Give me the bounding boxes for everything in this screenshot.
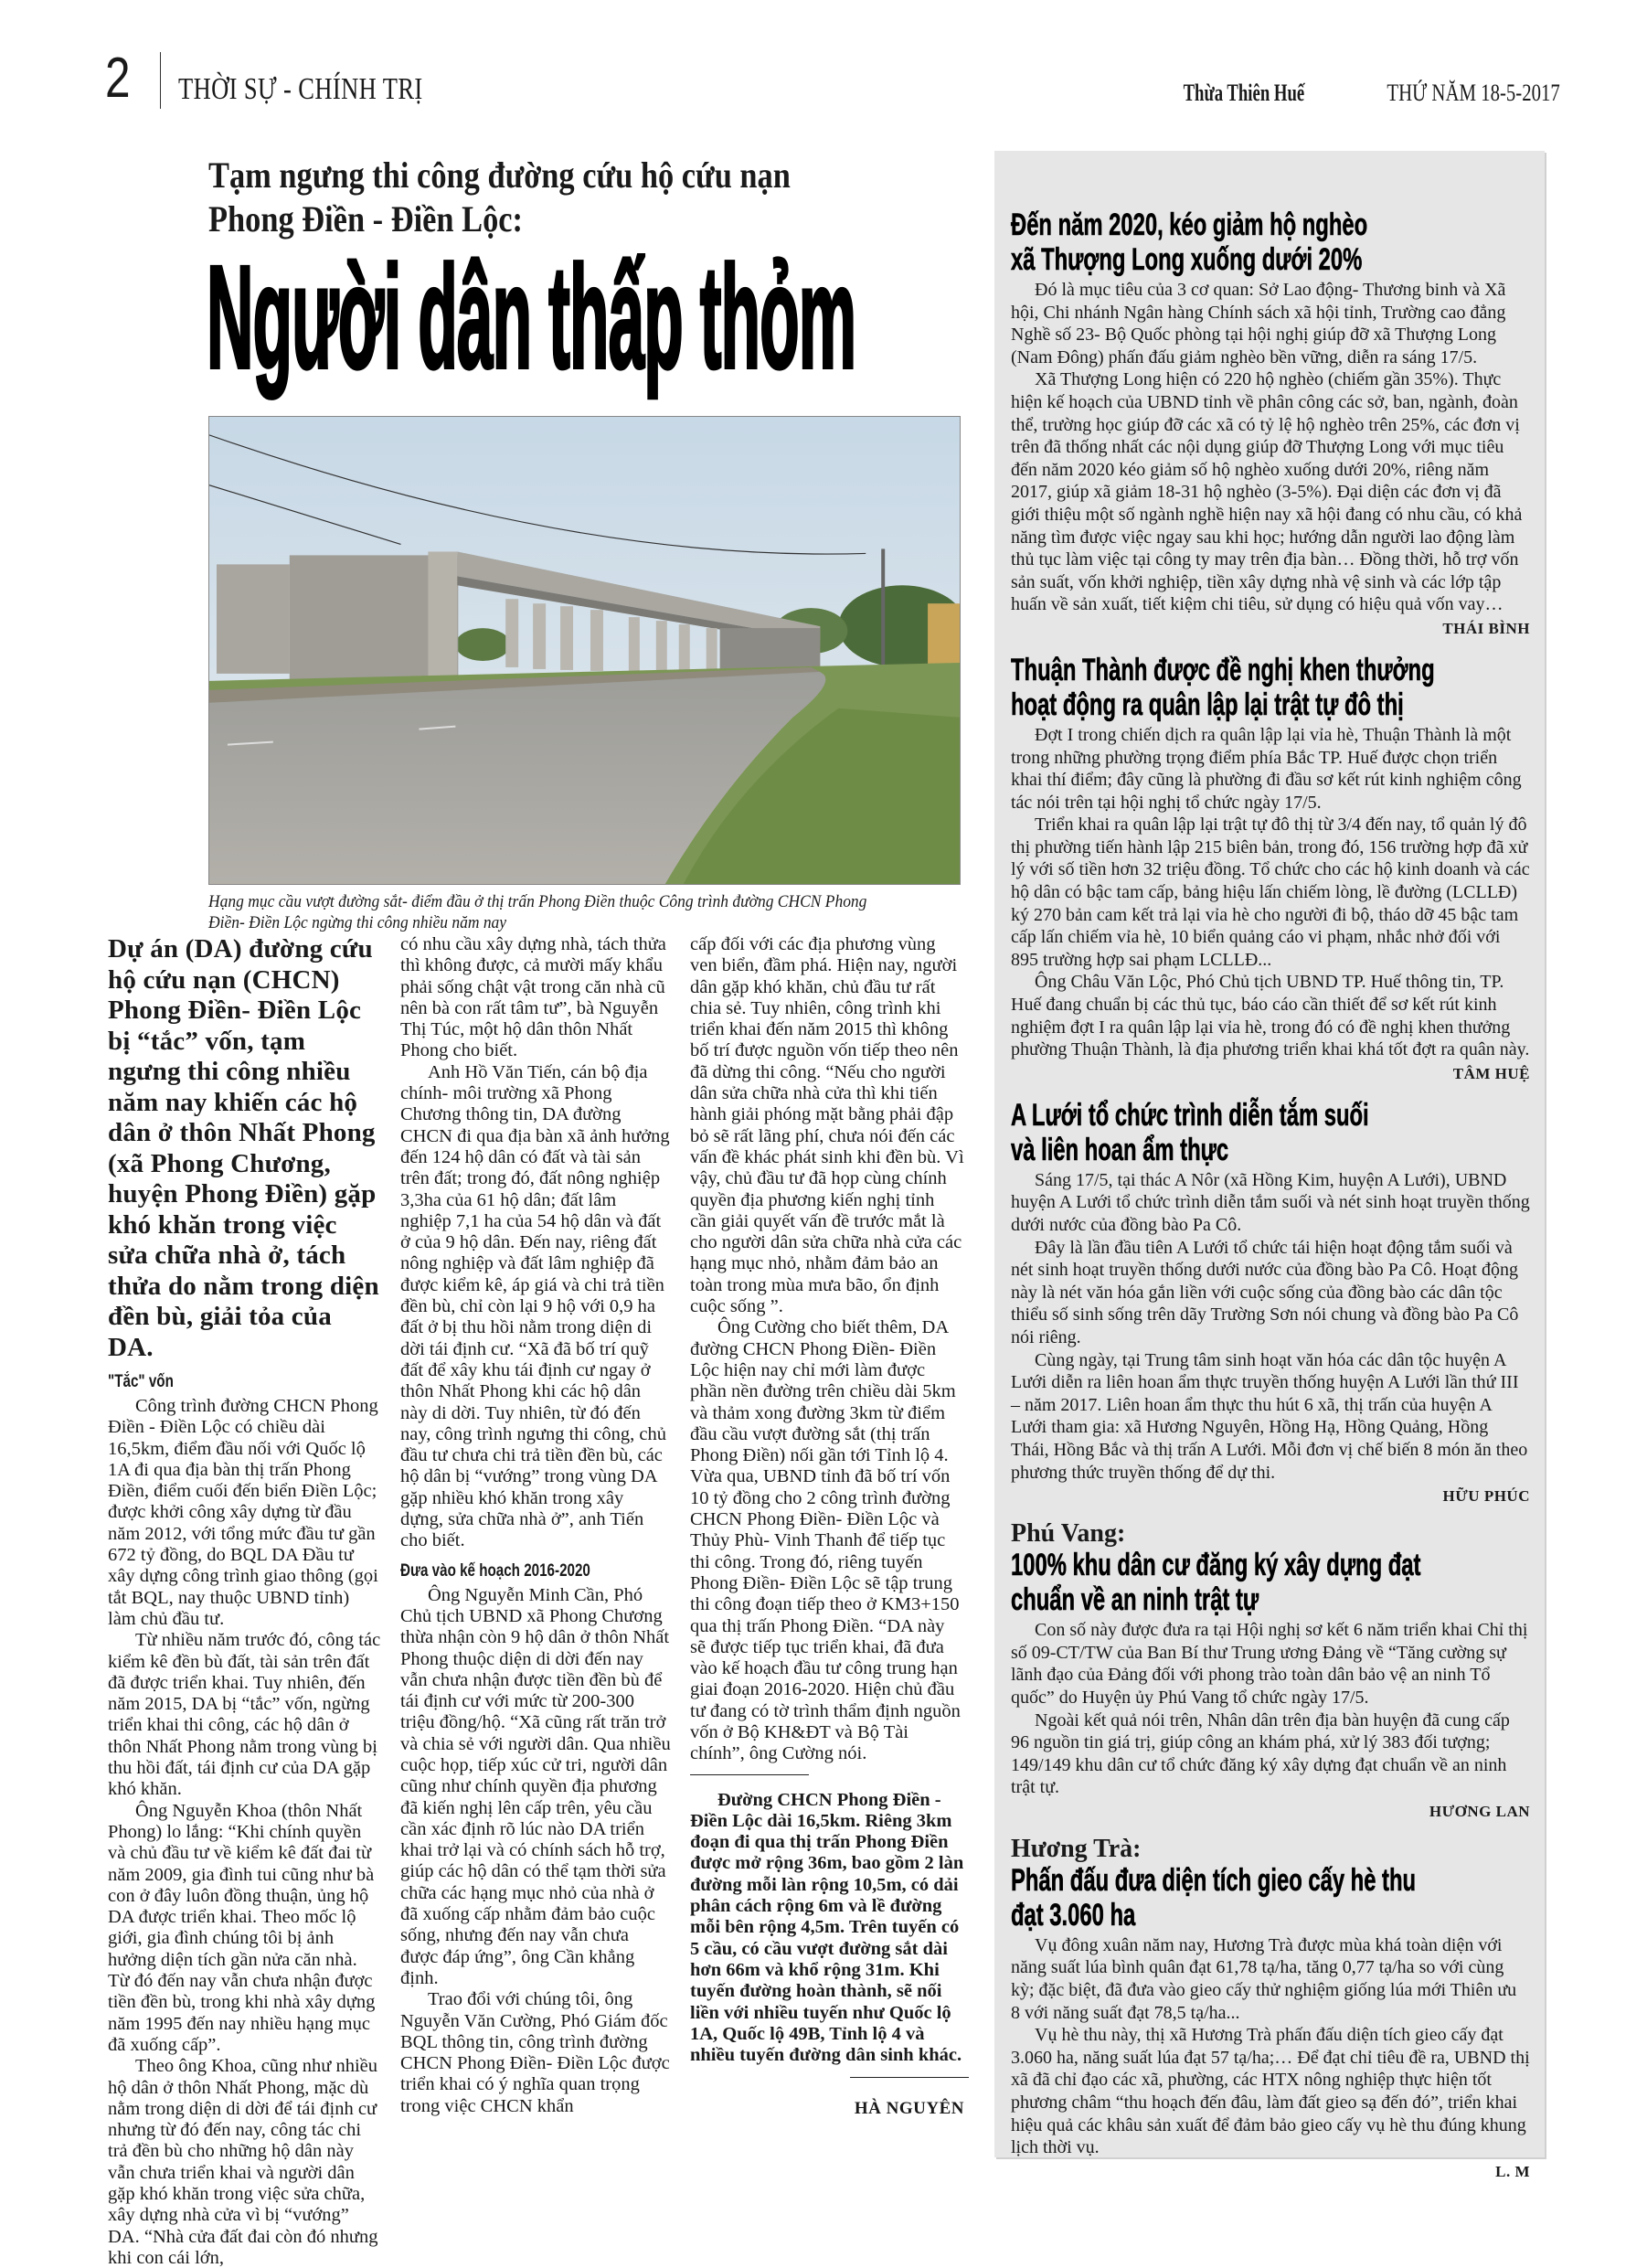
brief-title-line: 100% khu dân cư đăng ký xây dựng đạt <box>1011 1548 1421 1583</box>
brief-location: Phú Vang: <box>1011 1519 1126 1549</box>
article-byline: HÀ NGUYÊN <box>854 2099 964 2119</box>
article-paragraph: Anh Hồ Văn Tiến, cán bộ địa chính- môi trường xã Phong Chương thông tin, DA đường CHCN đi qua địa bàn xã ảnh hưởng đến 124 hộ dân có đất và tài sản trên đất; trong đó, đất nông nghiệp 3,3ha của 61 hộ dân; đất lâm nghiệp 7,1 ha của 54 hộ dân và đất ở của 9 hộ dân. Đến nay, riêng đất nông nghiệp và đất lâm nghiệp đã được kiểm kê, áp giá và chi trả tiền đền bù, chỉ còn lại 9 hộ với 0,9 ha đất ở bị thu hồi nằm trong diện di dời tái định cư. “Xã đã bố trí quỹ đất để xây khu tái định cư ngay ở thôn Nhất Phong khi các hộ dân này di dời. Tuy nhiên, từ đó đến nay, công trình ngưng thi công, chủ đầu tư chưa chi trả tiền đền bù, các hộ dân bị “vướng” trong vùng DA gặp nhiều khó khăn trong xây dựng, sửa chữa nhà ở”, anh Tiến cho biết. <box>400 1061 670 1551</box>
info-box: Đường CHCN Phong Điền - Điền Lộc dài 16,5km. Riêng 3km đoạn đi qua thị trấn Phong Điền được mở rộng 36m, bao gồm 2 làn đường mỗi làn rộng 10,5m, có dải phân cách rộng 6m và lề đường mỗi bên rộng 4,5m. Trên tuyến có 5 cầu, có cầu vượt đường sắt dài hơn 66m và khổ rộng 31m. Khi tuyến đường hoàn thành, sẽ nối liền với nhiều tuyến như Quốc lộ 1A, Quốc lộ 49B, Tỉnh lộ 4 và nhiều tuyến đường dân sinh khác. <box>690 1789 964 2066</box>
article-paragraph: Ông Nguyễn Minh Cần, Phó Chủ tịch UBND xã Phong Chương thừa nhận còn 9 hộ dân ở thôn Nhất Phong thuộc diện di dời đến nay vẫn chưa nhận được tiền đền bù để tái định cư với mức từ 200-300 triệu đồng/hộ. “Xã cũng rất trăn trở và chia sẻ với người dân. Qua nhiều cuộc họp, tiếp xúc cử tri, người dân cũng như chính quyền địa phương đã kiến nghị lên cấp trên, yêu cầu cần xác định rõ lúc nào DA triển khai trở lại và có chính sách hỗ trợ, giúp các hộ dân có thể tạm thời sửa chữa các hạng mục nhỏ của nhà ở đã xuống cấp nhằm đảm bảo cuộc sống, nhưng đến nay vẫn chưa được đáp ứng”, ông Cần khẳng định. <box>400 1584 671 1988</box>
header-divider <box>160 52 161 109</box>
brief-title <box>1011 208 1531 277</box>
page-number: 2 <box>105 47 131 110</box>
kicker-line: Tạm ngưng thi công đường cứu hộ cứu nạn <box>208 154 791 196</box>
photo-overpass-icon <box>209 417 960 884</box>
brief-byline: HỮU PHÚC <box>1442 1487 1530 1506</box>
brief-title-line: hoạt động ra quân lập lại trật tự đô thị <box>1011 687 1404 722</box>
brief-paragraph: Ông Châu Văn Lộc, Phó Chủ tịch UBND TP. Huế thông tin, TP. Huế đang chuẩn bị các thủ tục, báo cáo cần thiết để sơ kết rút kinh nghiệm đợt I ra quân lập lại vỉa hè, trong đó có đề nghị khen thưởng phường Thuận Thành, là địa phương triển khai khá tốt đợt ra quân này. <box>1011 972 1530 1060</box>
article-photo <box>208 416 961 885</box>
article-headline: Người dân thấp thỏm <box>207 235 856 399</box>
article-paragraph: Trao đổi với chúng tôi, ông Nguyễn Văn Cường, Phó Giám đốc BQL thông tin, công trình đường CHCN Phong Điền- Điền Lộc được triển khai có ý nghĩa quan trọng trong việc CHCN khẩn <box>400 1989 670 2116</box>
article-column-2 <box>400 934 671 2117</box>
brief-article <box>1011 1836 1530 2183</box>
article-paragraph: có nhu cầu xây dựng nhà, tách thửa thì không được, cả mười mấy khẩu phải sống chật vật trong căn nhà cũ nên bà con rất tâm tư”, bà Nguyễn Thị Túc, một hộ dân thôn Nhất Phong cho biết. <box>400 934 666 1061</box>
photo-caption: Hạng mục cầu vượt đường sắt- điểm đầu ở thị trấn Phong Điền thuộc Công trình đường CHCN Phong Điền- Điền Lộc ngừng thi công nhiều năm nay <box>208 892 867 932</box>
brief-paragraph: Con số này được đưa ra tại Hội nghị sơ kết 6 năm triển khai Chỉ thị số 09-CT/TW của Ban Bí thư Trung ương Đảng về “Tăng cường sự lãnh đạo của Đảng đối với phong trào toàn dân bảo vệ an ninh Tổ quốc” do Huyện ủy Phú Vang tổ chức ngày 17/5. <box>1011 1620 1528 1708</box>
article-kicker <box>208 154 868 241</box>
brief-title-line: xã Thượng Long xuống dưới 20% <box>1011 242 1363 277</box>
brief-byline: L. M <box>1495 2162 1530 2180</box>
brief-title-line: và liên hoan ẩm thực <box>1011 1132 1229 1167</box>
brief-title <box>1011 1098 1531 1167</box>
subhead: Đưa vào kế hoạch 2016-2020 <box>400 1560 590 1581</box>
newspaper-masthead: Thừa Thiên Huế <box>1183 80 1304 106</box>
issue-date: THỨ NĂM 18-5-2017 <box>1387 80 1560 106</box>
brief-title-line: Phấn đấu đưa diện tích gieo cấy hè thu <box>1011 1862 1417 1898</box>
brief-paragraph: Đó là mục tiêu của 3 cơ quan: Sở Lao động- Thương binh và Xã hội, Chi nhánh Ngân hàng Chính sách xã hội tỉnh, Trường cao đẳng Nghề số 23- Bộ Quốc phòng tại hội nghị giúp đỡ xã Thượng Long (Nam Đông) phấn đấu giảm nghèo bền vững, diễn ra sáng 17/5. <box>1011 280 1506 367</box>
brief-paragraph: Ngoài kết quả nói trên, Nhân dân trên địa bàn huyện đã cung cấp 96 nguồn tin giá trị, giúp công an khám phá, xử lý 383 đối tượng; 149/149 khu dân cư tổ chức đăng ký xây dựng đạt chuẩn về an ninh trật tự. <box>1011 1709 1510 1798</box>
brief-article <box>1011 1520 1530 1823</box>
brief-article <box>1011 1098 1530 1507</box>
brief-title-line: Thuận Thành được đề nghị khen thưởng <box>1011 652 1435 687</box>
brief-article <box>1011 653 1530 1085</box>
info-box-divider <box>690 1774 809 1775</box>
brief-title-line: đạt 3.060 ha <box>1011 1897 1136 1933</box>
article-column-3 <box>690 934 964 2120</box>
brief-title-line: chuẩn về an ninh trật tự <box>1011 1582 1259 1618</box>
article-lede: Dự án (DA) đường cứu hộ cứu nạn (CHCN) Phong Điền- Điền Lộc bị “tắc” vốn, tạm ngưng thi công nhiều năm nay khiến các hộ dân ở thôn Nhất Phong (xã Phong Chương, huyện Phong Điền) gặp khó khăn trong việc sửa chữa nhà ở, tách thửa do nằm trong diện đền bù, giải tỏa của DA. <box>108 934 379 1362</box>
brief-title <box>1011 1548 1531 1617</box>
brief-title-line: Đến năm 2020, kéo giảm hộ nghèo <box>1011 208 1368 242</box>
subhead: "Tắc" vốn <box>108 1372 174 1391</box>
brief-title <box>1011 653 1531 722</box>
page-header <box>105 47 1560 114</box>
article-paragraph: Công trình đường CHCN Phong Điền - Điền Lộc có chiều dài 16,5km, điểm đầu nối với Quốc lộ 1A đi qua địa bàn thị trấn Phong Điền, điểm cuối đến biển Điền Lộc; được khởi công xây dựng từ đầu năm 2012, với tổng mức đầu tư gần 672 tỷ đồng, do BQL DA Đầu tư xây dựng công trình giao thông (gọi tắt BQL, nay thuộc UBND tỉnh) làm chủ đầu tư. <box>108 1396 378 1629</box>
article-paragraph: cấp đối với các địa phương vùng ven biển, đầm phá. Hiện nay, người dân gặp khó khăn, chủ đầu tư rất chia sẻ. Tuy nhiên, công trình khi triển khai đến năm 2015 thì không bố trí được nguồn vốn tiếp theo nên đã dừng thi công. “Nếu cho người dân sửa chữa nhà cửa thì khi tiến hành giải phóng mặt bằng phải đập bỏ sẽ rất lãng phí, chưa nói đến các vấn đề khác phát sinh khi đền bù. Vì vậy, chủ đầu tư đã họp cùng chính quyền địa phương kiến nghị tỉnh cần giải quyết vấn đề trước mắt là cho người dân sửa chữa nhà cửa các hạng mục nhỏ, nhằm đảm bảo an toàn trong mùa mưa bão, ổn định cuộc sống ”. <box>690 934 964 1317</box>
kicker-line: Phong Điền - Điền Lộc: <box>208 198 523 240</box>
brief-paragraph: Triển khai ra quân lập lại trật tự đô thị từ 3/4 đến nay, tổ quản lý đô thị phường tiến hành lập 215 biên bản, trong đó, 156 trường hợp đã xử lý với số tiền hơn 32 triệu đồng. Tổ chức cho các hộ kinh doanh và các hộ dân có bậc tam cấp, bảng hiệu lấn chiếm lòng, lề đường (LCLLĐ) ký 270 bản cam kết trả lại vỉa hè cho người đi bộ, tháo dỡ 45 bậc tam cấp lấn chiếm vỉa hè, 10 biển quảng cáo vi phạm, nhắc nhở đối với 895 trường hợp sai phạm LCLLĐ... <box>1011 815 1530 970</box>
news-briefs-sidebar <box>994 151 1545 2180</box>
brief-byline: TÂM HUỆ <box>1452 1064 1530 1082</box>
brief-paragraph: Cùng ngày, tại Trung tâm sinh hoạt văn hóa các dân tộc huyện A Lưới diễn ra liên hoan ẩm thực truyền thống huyện A Lưới lần thứ III – năm 2017. Liên hoan ẩm thực thu hút 6 xã, thị trấn của huyện A Lưới tham gia: xã Hương Nguyên, Hồng Hạ, Hồng Quảng, Hồng Thái, Hồng Bắc và thị trấn A Lưới. Mỗi đơn vị chế biến 8 món ăn theo phương thức truyền thống để dự thi. <box>1011 1349 1528 1483</box>
section-title: THỜI SỰ - CHÍNH TRỊ <box>178 72 423 106</box>
article-paragraph: Theo ông Khoa, cũng như nhiều hộ dân ở thôn Nhất Phong, mặc dù nằm trong diện di dời để tái định cư nhưng từ đó đến nay, công tác chi trả đền bù cho những hộ dân này vẫn chưa triển khai và người dân gặp khó khăn trong việc sửa chữa, xây dựng nhà cửa vì bị “vướng” DA. “Nhà cửa đất đai còn đó nhưng khi con cái lớn, <box>108 2056 378 2268</box>
article-paragraph: Từ nhiều năm trước đó, công tác kiểm kê đền bù đất, tài sản trên đất đã được triển khai. Tuy nhiên, đến năm 2015, DA bị “tắc” vốn, ngừng triển khai thi công, các hộ dân ở thôn Nhất Phong nằm trong vùng bị thu hồi đất, tái định cư của DA gặp khó khăn. <box>108 1630 381 1800</box>
brief-paragraph: Vụ đông xuân năm nay, Hương Trà được mùa khá toàn diện với năng suất lúa bình quân đạt 61,78 tạ/ha, tăng 0,77 tạ/ha so với cùng kỳ; đặc biệt, đã đưa vào gieo cấy thử nghiệm giống lúa mới Thiên ưu 8 với năng suất đạt 78,5 tạ/ha... <box>1011 1934 1517 2023</box>
brief-paragraph: Vụ hè thu này, thị xã Hương Trà phấn đấu diện tích gieo cấy đạt 3.060 ha, năng suất lúa đạt 57 tạ/ha;… Để đạt chỉ tiêu đề ra, UBND thị xã đã chỉ đạo các xã, phường, các HTX nông nghiệp thực hiện tốt phương châm “thu hoạch đến đâu, làm đất gieo sạ đến đó”, triển khai hiệu quả các khâu sản xuất để đảm bảo gieo cấy vụ hè thu đúng khung lịch thời vụ. <box>1011 2025 1530 2158</box>
brief-paragraph: Đợt I trong chiến dịch ra quân lập lại vỉa hè, Thuận Thành là một trong những phường trọng điểm phía Bắc TP. Huế được chọn triển khai thí điểm; đây cũng là phường đi đầu sơ kết rút kinh nghiệm công tác nói trên tại hội nghị tổ chức ngày 17/5. <box>1011 724 1522 813</box>
article-paragraph: Ông Nguyễn Khoa (thôn Nhất Phong) lo lắng: “Khi chính quyền và chủ đầu tư về kiểm kê đất đai từ năm 2009, gia đình tui cũng như bà con ở đây luôn đồng thuận, ủng hộ DA được triển khai. Theo mốc lộ giới, gia đình chúng tôi bị ảnh hưởng diện tích gần nửa căn nhà. Từ đó đến nay vẫn chưa nhận được tiền đền bù, trong khi nhà xây dựng năm 1995 đến nay nhiều hạng mục đã xuống cấp”. <box>108 1800 376 2055</box>
brief-article <box>1011 208 1530 640</box>
end-divider <box>850 2077 969 2078</box>
brief-location: Hương Trà: <box>1011 1834 1142 1863</box>
brief-paragraph: Xã Thượng Long hiện có 220 hộ nghèo (chiếm gần 35%). Thực hiện kế hoạch của UBND tỉnh về phân công các sở, ban, ngành, đoàn thể, trường học giúp đỡ các xã có tỷ lệ hộ nghèo trên 25%, các đơn vị trên đã thống nhất các nội dụng giúp đỡ Thượng Long với mục tiêu đến năm 2020 kéo giảm số hộ nghèo xuống dưới 20%, riêng năm 2017, giúp xã giảm 18-31 hộ nghèo (3-5%). Đại diện các đơn vị đã giới thiệu một số ngành nghề hiện nay xã hội đang có nhu cầu, có khả năng tìm được việc ngay sau khi học; hướng dẫn người lao động làm thủ tục làm việc tại công ty may trên địa bàn… Đồng thời, hỗ trợ vốn sản suất, vốn khởi nghiệp, tiền xây dựng nhà vệ sinh và các lớp tập huấn về sản xuất, tiết kiệm chi tiêu, sử dụng có hiệu quả vốn vay… <box>1011 369 1523 615</box>
brief-byline: THÁI BÌNH <box>1442 619 1530 637</box>
brief-title <box>1011 1863 1531 1933</box>
brief-paragraph: Đây là lần đầu tiên A Lưới tổ chức tái hiện hoạt động tắm suối và nét sinh hoạt truyền thống dưới nước của đồng bào Pa Cô. Hoạt động này là nét văn hóa gắn liền với cuộc sống của đồng bào các dân tộc thiểu số sinh sống trên dãy Trường Sơn nói chung và đồng bào Pa Cô nói riêng. <box>1011 1237 1519 1347</box>
brief-paragraph: Sáng 17/5, tại thác A Nôr (xã Hồng Kim, huyện A Lưới), UBND huyện A Lưới tổ chức trình diễn tắm suối và nét sinh hoạt truyền thống dưới nước của đồng bào Pa Cô. <box>1011 1169 1530 1235</box>
brief-title-line: A Lưới tổ chức trình diễn tắm suối <box>1011 1097 1369 1133</box>
article-column-1 <box>108 934 382 2268</box>
article-paragraph: Ông Cường cho biết thêm, DA đường CHCN Phong Điền- Điền Lộc hiện nay chỉ mới làm được phần nền đường trên chiều dài 5km và thảm xong đường 3km từ điểm đầu cầu vượt đường sắt (thị trấn Phong Điền) nối gần tới Tỉnh lộ 4. Vừa qua, UBND tỉnh đã bố trí vốn 10 tỷ đồng cho 2 công trình đường CHCN Phong Điền- Điền Lộc và Thủy Phù- Vinh Thanh để tiếp tục thi công. Trong đó, riêng tuyến Phong Điền- Điền Lộc sẽ tập trung thi công đoạn tiếp theo ở KM3+150 qua thị trấn Phong Điền. “DA này sẽ được tiếp tục triển khai, đã đưa vào kế hoạch đầu tư công trung hạn giai đoạn 2016-2020. Hiện chủ đầu tư đang có tờ trình thẩm định nguồn vốn ở Bộ KH&ĐT và Bộ Tài chính”, ông Cường nói. <box>690 1317 961 1764</box>
brief-byline: HƯƠNG LAN <box>1429 1802 1530 1820</box>
